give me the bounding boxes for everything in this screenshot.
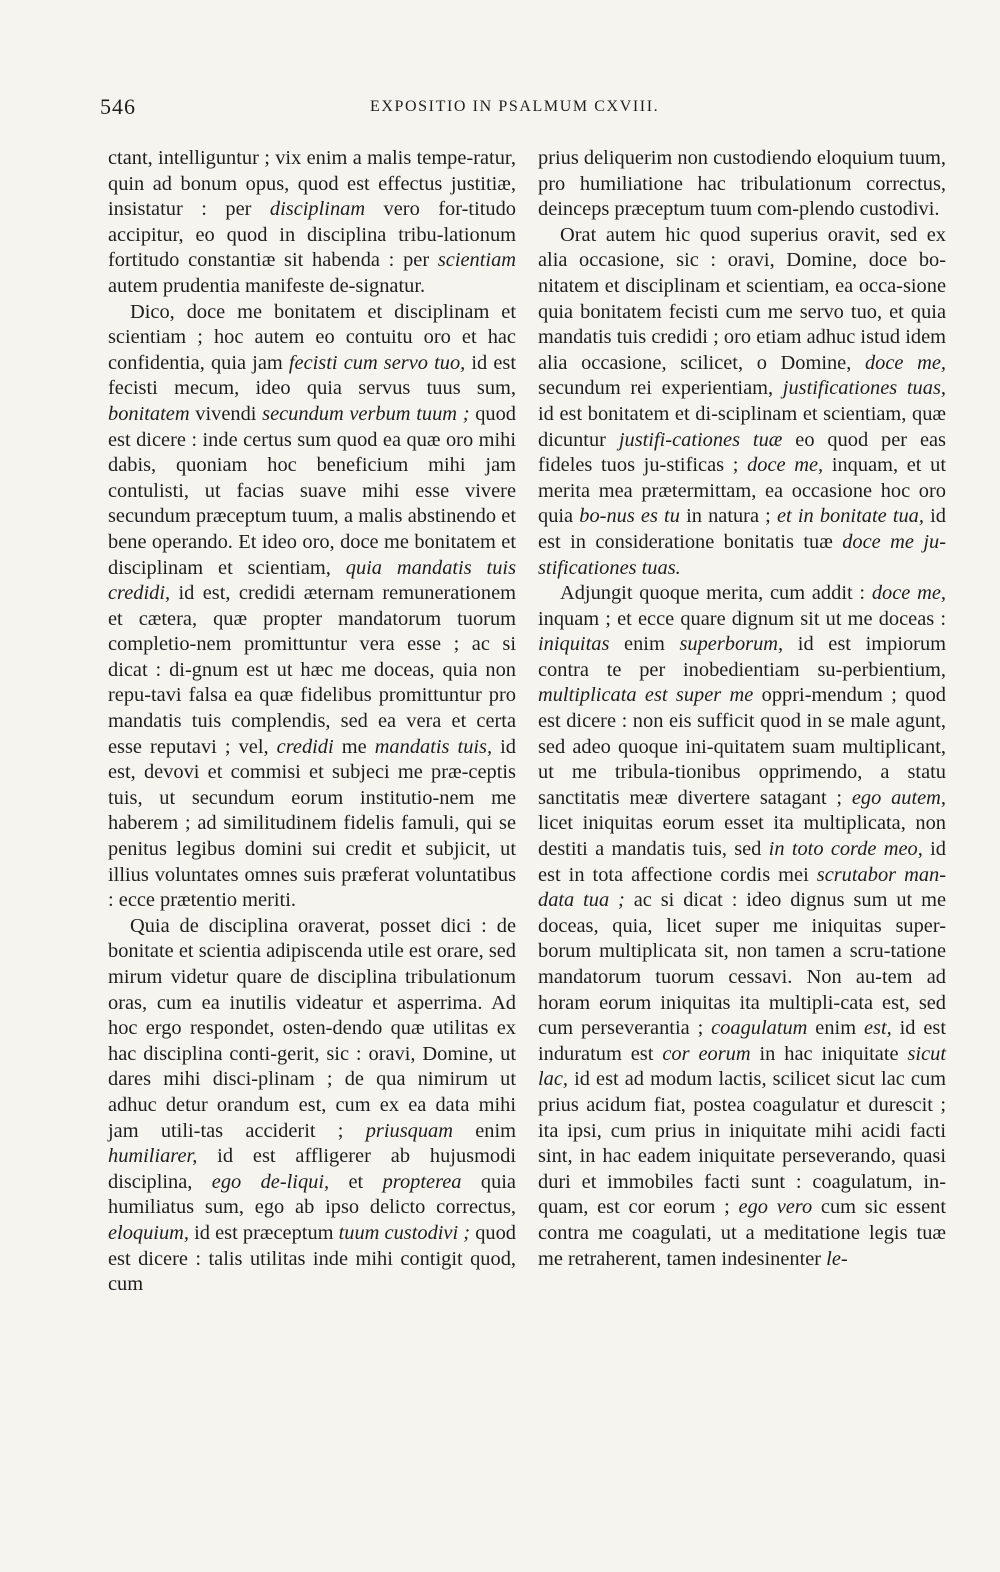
- text-run: Orat autem hic quod superius oravit, sed ex alia occasione, sic : oravi, Domine, doce bo-nitatem et disciplinam et scientiam, ea occa-sione quia bonitatem fecisti cum me servo tuo, et quia mandatis tuis credidi ; oro etiam adhuc istud idem alia occasione, scilicet, o Domine,: [538, 223, 946, 374]
- italic-quotation: bo-nus es tu: [579, 505, 680, 528]
- right-column-paragraph: [538, 146, 946, 223]
- text-run: et: [329, 1170, 383, 1193]
- italic-quotation: et in bonitate tua,: [776, 505, 924, 528]
- text-run: eo quod per eas fideles tuos ju-stificas ;: [538, 428, 946, 477]
- text-run: id est præceptum: [189, 1221, 339, 1244]
- text-run: id est impiorum contra te per inobedientiam su-perbientium,: [538, 633, 947, 681]
- text-run: Quia de disciplina oraverat, posset dici : de bonitate et scientia adipiscenda utile est orare, sed mirum videtur quare de disciplina tribulationum oras, cum ea inutilis videatur et asperrima. Ad hoc ergo respondet, osten-dendo quæ utilitas ex hac disciplina conti-gerit, sic : oravi, Domine, ut dares mihi disci-plinam ; de qua nimirum ut adhuc detur orandum est, cum ex ea data mihi jam utili-tas acciderit ;: [108, 914, 516, 1142]
- right-column-paragraph: [538, 581, 946, 1272]
- text-run: prius deliquerim non custodiendo eloquium tuum, pro humiliatione hac tribulationum correctus, deinceps præceptum tuum com-plendo custodivi.: [538, 147, 946, 221]
- italic-quotation: credidi: [276, 735, 334, 758]
- italic-quotation: secundum verbum tuum ;: [262, 402, 470, 425]
- text-run: Dico, doce me bonitatem et disciplinam et scientiam ; hoc autem eo contuitu oro et hac confidentia, quia jam: [108, 300, 516, 374]
- italic-quotation: ego vero: [738, 1196, 813, 1219]
- text-run: enim: [452, 1119, 516, 1142]
- text-run: inquam, et ut merita mea prætermittam, ea occasione hoc oro quia: [538, 454, 947, 528]
- italic-quotation: doce me,: [747, 454, 824, 477]
- text-run: in natura ;: [679, 505, 777, 528]
- italic-quotation: doce me,: [864, 351, 946, 374]
- text-run: id est in tota affectione cordis mei: [538, 838, 946, 886]
- italic-quotation: mandatis tuis,: [374, 735, 493, 758]
- right-text-column: [538, 146, 946, 1272]
- text-run: enim: [609, 633, 680, 656]
- italic-quotation: quia mandatis tuis credidi,: [108, 556, 516, 605]
- italic-quotation: in toto corde meo,: [768, 838, 923, 861]
- left-column-paragraph: [108, 914, 516, 1298]
- italic-quotation: doce me ju-stificationes tuas.: [538, 530, 946, 579]
- text-run: id est, devovi et commisi et subjeci me præ-ceptis tuis, ut secundum eorum institutio-nem me haberem ; ad similitudinem fidelis famuli, qui se penitus legibus domini sui credit et subjicit, ut illius voluntates omnes suis præferat voluntatibus : ecce prætentio meriti.: [108, 735, 517, 912]
- italic-quotation: tuum custodivi ;: [338, 1221, 471, 1244]
- italic-quotation: fecisti cum servo tuo,: [288, 351, 466, 374]
- left-column-paragraph: [108, 146, 516, 300]
- italic-quotation: est,: [863, 1017, 892, 1040]
- left-column-paragraph: [108, 300, 516, 914]
- italic-quotation: coagulatum: [711, 1017, 808, 1040]
- text-run: oppri-mendum ; quod est dicere : non eis sufficit quod in se male agunt, sed adeo quoque ini-quitatem suam multiplicant, ut me tribula-tionibus opprimendo, a statu sanctitatis meæ divertere satagant ;: [538, 684, 946, 809]
- text-run: id est bonitatem et di-sciplinam et scientiam, quæ dicuntur: [538, 402, 946, 451]
- italic-quotation: bonitatem: [108, 402, 190, 425]
- text-run: autem prudentia manifeste de-signatur.: [108, 274, 426, 297]
- italic-quotation: ego de-liqui,: [211, 1170, 330, 1193]
- text-run: cum sic essent contra me coagulati, ut a meditatione legis tuæ me retraherent, tamen indesinenter: [538, 1196, 946, 1270]
- text-run: id est ad modum lactis, scilicet sicut lac cum prius acidum fiat, postea coagulatur et durescit ; ita ipsi, cum prius in iniquitate mihi acidi facti sint, in hac eadem iniquitate perseverando, quasi duri et immobiles facti sunt : coagulatum, in-quam, est cor eorum ;: [538, 1068, 946, 1219]
- text-run: secundum rei experientiam,: [538, 377, 783, 400]
- text-run: enim: [807, 1017, 864, 1040]
- text-run: inquam ; et ecce quare dignum sit ut me doceas :: [538, 607, 946, 630]
- text-run: id est in consideratione bonitatis tuæ: [538, 505, 946, 553]
- italic-quotation: superborum,: [679, 633, 784, 656]
- right-column-paragraph: [538, 223, 946, 581]
- italic-quotation: eloquium,: [108, 1221, 189, 1244]
- text-run: vivendi: [189, 402, 263, 425]
- italic-quotation: le-: [826, 1247, 848, 1270]
- text-run: quod est dicere : talis utilitas inde mihi contigit quod, cum: [108, 1221, 516, 1296]
- italic-quotation: priusquam: [365, 1119, 453, 1142]
- italic-quotation: multiplicata est super me: [538, 684, 754, 707]
- italic-quotation: iniquitas: [538, 633, 610, 656]
- page-number: 546: [100, 94, 136, 119]
- italic-quotation: ego autem,: [851, 786, 947, 809]
- running-title: EXPOSITIO IN PSALMUM CXVIII.: [370, 98, 660, 115]
- text-run: id est, credidi æternam remunerationem et cætera, quæ propter mandatorum tuorum completio-nem promittuntur vera esse ; ac si dicat : di-gnum est ut hæc me doceas, quia non repu-tavi falsa ea quæ fidelibus promittuntur pro mandatis tuis complendis, sed ea vera et certa esse reputavi ; vel,: [108, 582, 516, 758]
- italic-quotation: disciplinam: [269, 198, 366, 221]
- text-run: id est affligerer ab hujusmodi disciplina,: [108, 1145, 516, 1193]
- italic-quotation: propterea: [382, 1170, 462, 1193]
- text-run: id est fecisti mecum, ideo quia servus tuus sum,: [108, 351, 516, 400]
- italic-quotation: cor eorum: [662, 1042, 751, 1065]
- italic-quotation: justifi-cationes tuæ: [618, 428, 783, 451]
- italic-quotation: justificationes tuas,: [782, 377, 946, 400]
- text-run: id est induratum est: [538, 1017, 947, 1065]
- text-run: Adjungit quoque merita, cum addit :: [560, 582, 872, 605]
- italic-quotation: scientiam: [437, 249, 516, 272]
- text-run: in hac iniquitate: [750, 1042, 908, 1065]
- italic-quotation: humiliarer,: [108, 1145, 198, 1168]
- left-text-column: [108, 146, 516, 1298]
- italic-quotation: scrutabor man-data tua ;: [538, 863, 946, 912]
- text-run: ctant, intelliguntur ; vix enim a malis tempe-ratur, quin ad bonum opus, quod est effectus justitiæ, insistatur : per: [108, 147, 516, 221]
- text-run: ac si dicat : ideo dignus sum ut me doceas, quia, licet super me iniquitas super-borum multiplicata sit, non tamen a scru-tatione mandatorum tuorum cessavi. Non au-tem ad horam eorum iniquitas ita multipli-cata est, sed cum perseverantia ;: [538, 889, 946, 1040]
- italic-quotation: sicut lac,: [538, 1042, 946, 1091]
- text-run: quia humiliatus sum, ego ab ipso delicto correctus,: [108, 1170, 516, 1219]
- text-run: licet iniquitas eorum esset ita multiplicata, non destiti a mandatis tuis, sed: [538, 812, 946, 861]
- text-run: quod est dicere : inde certus sum quod ea quæ oro mihi dabis, quoniam hoc beneficium mihi jam contulisti, ut facias suave mihi esse vivere secundum præceptum tuum, a malis abstinendo et bene operando. Et ideo oro, doce me bonitatem et disciplinam et scientiam,: [108, 402, 516, 579]
- text-run: me: [333, 735, 375, 758]
- running-head: [100, 94, 950, 118]
- text-run: vero for-titudo accipitur, eo quod in disciplina tribu-lationum fortitudo constantiæ sit habenda : per: [108, 198, 516, 272]
- italic-quotation: doce me,: [871, 582, 946, 605]
